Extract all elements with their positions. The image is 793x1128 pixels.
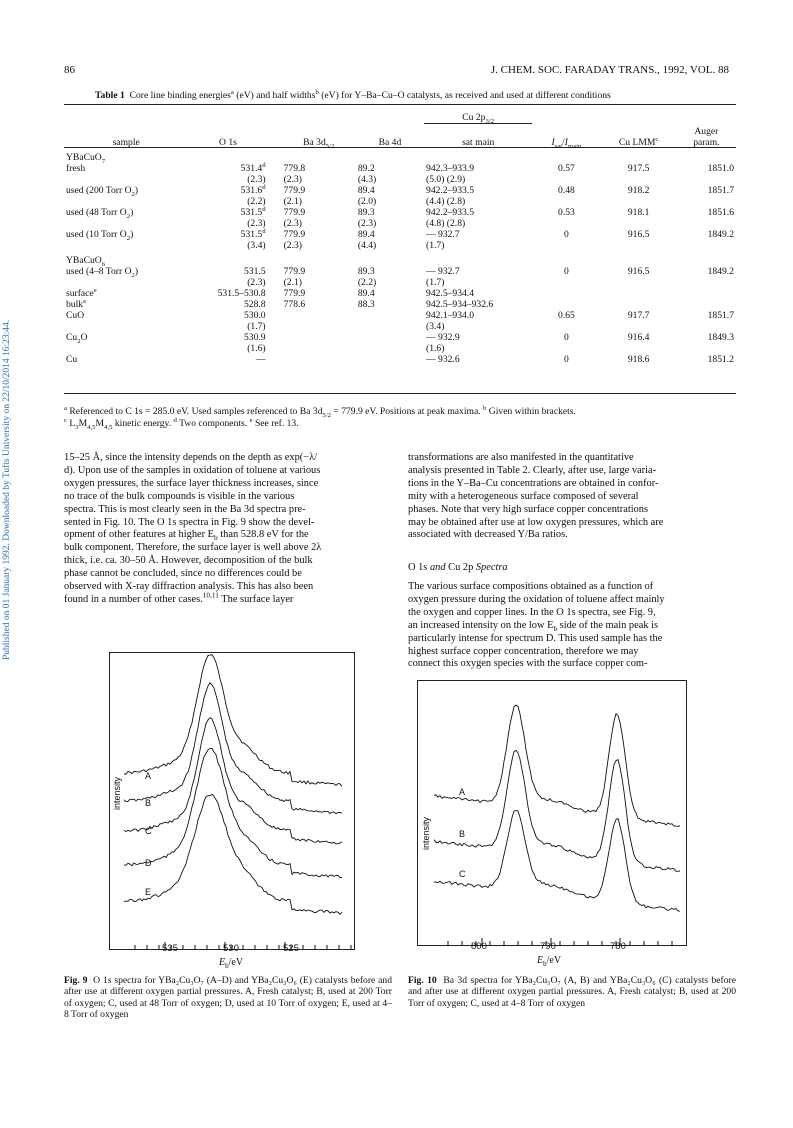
cell-ba3d bbox=[268, 354, 356, 365]
fig9-spectrum-line bbox=[124, 683, 342, 814]
table-row bbox=[64, 207, 736, 218]
cell-ratio bbox=[532, 277, 600, 288]
right-p2-line-3: the oxygen and copper lines. In the O 1s spectra, see Fig. 9, bbox=[408, 606, 656, 618]
cell-ba3d: (2.3) bbox=[283, 217, 302, 229]
left-line-2: d). Upon use of the samples in oxidation of toluene at various bbox=[64, 464, 321, 476]
table-row bbox=[64, 251, 736, 266]
group-row: YBaCuO$_7$ bbox=[66, 151, 106, 165]
cell-sample bbox=[64, 343, 188, 354]
left-line-8: bulk component. Therefore, the surface layer is well above 2λ bbox=[64, 542, 322, 554]
cell-ba3d bbox=[268, 343, 356, 354]
cell-ba3d: 779.8 bbox=[283, 162, 306, 174]
cell-culmm: 916.5 bbox=[627, 228, 650, 240]
cell-o1s: 530.9 bbox=[244, 331, 266, 343]
cell-ba4d bbox=[356, 343, 424, 354]
caption-mid: (eV) and half widths bbox=[233, 90, 316, 101]
fig10-spectra bbox=[418, 681, 686, 945]
cell-o1s: 531.5$^d$ bbox=[240, 205, 266, 218]
right-p2-line-6: highest surface copper concentration, therefore we may bbox=[408, 645, 639, 657]
table-row bbox=[64, 288, 736, 299]
fig9-trace-label-c: C bbox=[145, 826, 152, 836]
cell-o1s: (1.7) bbox=[247, 320, 266, 332]
cell-cu: 942.2–933.5 bbox=[426, 206, 474, 218]
fig10-spectrum-line bbox=[434, 750, 680, 871]
fig10-x-axis-label: $E_b/eV$ bbox=[537, 955, 562, 968]
cell-culmm: 917.5 bbox=[627, 162, 650, 174]
cell-auger bbox=[677, 174, 736, 185]
left-column-text bbox=[64, 452, 390, 607]
left-line-5: spectra. This is most clearly seen in the Ba 3d spectra pre- bbox=[64, 503, 306, 515]
cell-auger bbox=[677, 240, 736, 251]
journal-header: J. CHEM. SOC. FARADAY TRANS., 1992, VOL. 88 bbox=[490, 64, 729, 76]
cell-ratio bbox=[532, 174, 600, 185]
cell-cu: (5.0) (2.9) bbox=[426, 173, 466, 185]
cell-ba3d: 779.9 bbox=[283, 287, 306, 299]
cell-ba4d: (2.2) bbox=[357, 276, 377, 288]
table-row bbox=[64, 332, 736, 343]
fig10-trace-label-c: C bbox=[459, 869, 466, 879]
cell-o1s: — bbox=[256, 353, 266, 365]
cell-o1s: 530.0 bbox=[244, 309, 266, 321]
footnote-line-1: $^a$ Referenced to C 1s = 285.0 eV. Used samples referenced to Ba $3d_{5/2} = 779.9$ eV. Positions at peak maxima. $^b$ Given within brackets. bbox=[64, 404, 576, 419]
table-body bbox=[64, 148, 736, 365]
left-line-12: found in a number of other cases.$^{10,11}$ The surface layer bbox=[64, 591, 294, 605]
cell-auger: 1849.2 bbox=[707, 265, 734, 277]
cell-auger: 1851.7 bbox=[707, 309, 734, 321]
table-row bbox=[64, 266, 736, 277]
cell-ratio bbox=[532, 218, 600, 229]
left-line-3: oxygen pressures, the surface layer thickness increases, since bbox=[64, 477, 319, 489]
right-p2-line-7: connect this oxygen species with the surface copper com- bbox=[408, 658, 648, 670]
cell-culmm bbox=[601, 321, 677, 332]
cell-ratio: 0.57 bbox=[558, 162, 575, 174]
right-line-2: analysis presented in Table 2. Clearly, after use, large varia- bbox=[408, 464, 657, 476]
cell-ba3d: 779.9 bbox=[283, 184, 306, 196]
right-p2-line-4: an increased intensity on the low $E_b$ side of the main peak is bbox=[408, 619, 659, 633]
cell-auger bbox=[677, 343, 736, 354]
cell-ratio: 0 bbox=[564, 353, 569, 365]
cell-o1s: (3.4) bbox=[247, 239, 266, 251]
cell-auger: 1849.3 bbox=[707, 331, 734, 343]
cell-ba4d: 89.4 bbox=[357, 287, 375, 299]
fig10-spectrum-line bbox=[434, 705, 680, 826]
cell-cu: (4.8) (2.8) bbox=[426, 217, 466, 229]
cell-ratio: 0 bbox=[564, 331, 569, 343]
cell-culmm bbox=[601, 343, 677, 354]
cell-auger: 1851.7 bbox=[707, 184, 734, 196]
right-column-paragraph-1 bbox=[408, 452, 734, 542]
fig9-trace-label-d: D bbox=[145, 858, 152, 868]
table-label: Table 1 bbox=[95, 90, 125, 101]
cell-ratio: 0.65 bbox=[558, 309, 575, 321]
cell-ba4d bbox=[356, 354, 424, 365]
fig9-trace-label-e: E bbox=[145, 887, 152, 897]
fig9-tick-530: 530 bbox=[223, 943, 239, 954]
table-row bbox=[64, 354, 736, 365]
cell-culmm bbox=[601, 288, 677, 299]
cell-ba4d: 89.4 bbox=[357, 184, 375, 196]
table-row bbox=[64, 277, 736, 288]
cell-o1s: (2.3) bbox=[247, 173, 266, 185]
left-line-6: sented in Fig. 10. The O 1s spectra in Fig. 9 show the devel- bbox=[64, 516, 315, 528]
cell-ba4d: (2.3) bbox=[357, 217, 377, 229]
table-row bbox=[64, 174, 736, 185]
col-cu-lmm: Cu LMM$^c$ bbox=[618, 135, 659, 148]
table-caption-text: Core line binding energies bbox=[129, 90, 231, 101]
table-row bbox=[64, 321, 736, 332]
cell-cu: — 932.7 bbox=[426, 228, 460, 240]
cell-cu: 942.2–933.5 bbox=[426, 184, 474, 196]
cell-ratio bbox=[532, 240, 600, 251]
fig9-trace-label-b: B bbox=[145, 798, 152, 808]
auger-header-line1: Auger bbox=[694, 125, 719, 137]
table-row bbox=[64, 185, 736, 196]
left-line-11: observed with X-ray diffraction analysis. This has also been bbox=[64, 581, 314, 593]
cell-auger bbox=[677, 321, 736, 332]
cell-cu: 942.3–933.9 bbox=[426, 162, 474, 174]
footnote-line-2: $^c$ $L_3M_{4,5}M_{4,5}$ kinetic energy. $^d$ Two components. $^e$ See ref. 13. bbox=[64, 416, 299, 431]
cell-ba4d: 89.2 bbox=[357, 162, 375, 174]
caption-end: (eV) for Y–Ba–Cu–O catalysts, as received and used at different conditions bbox=[318, 90, 611, 101]
fig9-y-axis-label: intensity bbox=[112, 776, 122, 810]
cell-ba4d bbox=[356, 310, 424, 321]
cell-ba4d: (4.4) bbox=[357, 239, 377, 251]
cell-culmm: 918.6 bbox=[627, 353, 650, 365]
table-row bbox=[64, 343, 736, 354]
cell-o1s: (2.3) bbox=[247, 276, 266, 288]
fig10-tick-790: 790 bbox=[540, 941, 556, 952]
cell-cu: 942.5–934.4 bbox=[426, 287, 474, 299]
cell-cu: (4.4) (2.8) bbox=[426, 195, 466, 207]
cell-ratio: 0 bbox=[564, 228, 569, 240]
cell-sample bbox=[64, 196, 188, 207]
fig10-trace-label-b: B bbox=[459, 829, 466, 839]
table-row bbox=[64, 163, 736, 174]
cell-culmm bbox=[601, 240, 677, 251]
table-bottom-rule bbox=[64, 393, 736, 394]
caption-note-b: b bbox=[315, 88, 319, 96]
fig10-tick-800: 800 bbox=[471, 941, 487, 952]
cell-ba3d: 779.9 bbox=[283, 265, 306, 277]
cell-ba3d: (2.3) bbox=[283, 173, 302, 185]
cell-auger: 1851.0 bbox=[707, 162, 734, 174]
auger-header-line2: param. bbox=[693, 136, 720, 148]
cell-ba4d: 89.3 bbox=[357, 206, 375, 218]
fig10-trace-label-a: A bbox=[459, 787, 466, 797]
cell-ba4d: 88.3 bbox=[357, 298, 375, 310]
cell-sample: used (4–8 Torr $O_2$) bbox=[66, 265, 139, 279]
cell-sample bbox=[64, 277, 188, 288]
cell-ba3d bbox=[268, 310, 356, 321]
cell-ba3d: 779.9 bbox=[283, 228, 306, 240]
cell-auger: 1851.2 bbox=[707, 353, 734, 365]
cell-ba3d bbox=[268, 321, 356, 332]
cell-auger: 1851.6 bbox=[707, 206, 734, 218]
download-watermark: Published on 01 January 1992. Downloaded by Tufts University on 22/10/2014 16:23:44. bbox=[2, 319, 12, 660]
table-caption bbox=[95, 90, 735, 101]
cell-ba3d bbox=[268, 332, 356, 343]
right-line-3: tions in the Y–Ba–Cu concentrations are obtained in confor- bbox=[408, 477, 659, 489]
cell-cu: (3.4) bbox=[426, 320, 445, 332]
cell-ba3d: 779.9 bbox=[283, 206, 306, 218]
cell-ba4d bbox=[356, 332, 424, 343]
cell-cu: (1.7) bbox=[426, 276, 445, 288]
table-row bbox=[64, 240, 736, 251]
cell-sample: used (48 Torr $O_2$) bbox=[66, 206, 134, 220]
left-line-1: 15–25 Å, since the intensity depends on the depth as exp(−λ/ bbox=[64, 452, 318, 463]
table-row bbox=[64, 196, 736, 207]
cell-culmm bbox=[601, 299, 677, 310]
cell-culmm: 916.4 bbox=[627, 331, 650, 343]
cell-sample: bulk$^e$ bbox=[66, 297, 87, 310]
cell-auger bbox=[677, 196, 736, 207]
cell-auger bbox=[677, 277, 736, 288]
cell-o1s: 528.8 bbox=[244, 298, 266, 310]
col-ratio: $I_{sat}/I_{main}$ bbox=[551, 136, 582, 150]
cell-cu: — 932.7 bbox=[426, 265, 460, 277]
fig10-spectrum-line bbox=[434, 811, 680, 912]
left-line-10: phase cannot be concluded, since no differences could be bbox=[64, 568, 302, 580]
binding-energy-table bbox=[64, 112, 736, 365]
fig10-y-axis-label: intensity bbox=[421, 816, 431, 850]
cell-ba4d: 89.3 bbox=[357, 265, 375, 277]
cell-o1s: 531.5 bbox=[244, 265, 266, 277]
cell-o1s: 531.5–530.8 bbox=[217, 287, 266, 299]
cell-ratio bbox=[532, 299, 600, 310]
cell-o1s: 531.4$^d$ bbox=[240, 161, 266, 174]
cell-auger bbox=[677, 218, 736, 229]
cell-culmm bbox=[601, 277, 677, 288]
cell-o1s: 531.5$^d$ bbox=[240, 227, 266, 240]
cell-culmm bbox=[601, 196, 677, 207]
table-footnotes bbox=[64, 406, 736, 430]
cell-ba3d: (2.1) bbox=[283, 195, 302, 207]
cell-o1s: (2.3) bbox=[247, 217, 266, 229]
left-line-7: opment of other features at higher $E_b$ than 528.8 eV for the bbox=[64, 529, 309, 543]
page-number: 86 bbox=[64, 64, 75, 76]
right-p2-line-2: oxygen pressure during the oxidation of toluene affect mainly bbox=[408, 593, 665, 605]
cell-ba3d: 778.6 bbox=[283, 298, 306, 310]
right-line-4: mity with a heterogeneous surface composed of several bbox=[408, 490, 639, 502]
cell-cu: (1.7) bbox=[426, 239, 445, 251]
cell-culmm: 917.7 bbox=[627, 309, 650, 321]
cell-sample: $Cu_2O$ bbox=[66, 331, 88, 345]
cell-ratio bbox=[532, 288, 600, 299]
cell-sample: CuO bbox=[66, 309, 85, 321]
caption-note-a: a bbox=[230, 88, 234, 96]
col-sat-main: sat main bbox=[462, 136, 495, 148]
cell-ba4d bbox=[356, 321, 424, 332]
col-sample: sample bbox=[112, 136, 140, 148]
cell-o1s: (1.6) bbox=[247, 342, 266, 354]
cell-sample bbox=[64, 174, 188, 185]
cell-ratio: 0 bbox=[564, 265, 569, 277]
cell-sample: used (10 Torr $O_2$) bbox=[66, 228, 134, 242]
table-row bbox=[64, 299, 736, 310]
table-row bbox=[64, 310, 736, 321]
cell-ratio bbox=[532, 321, 600, 332]
fig9-spectrum-line bbox=[124, 655, 342, 787]
fig9-caption: Fig. 9 O 1s spectra for YBa₂Cu₃O₇ (A–D) and YBa₂Cu₃O₆ (E) catalysts before and after use at different oxygen partial pressures. A, Fresh catalyst; B, used at 200 Torr of oxygen; C, used at 48 Torr of oxygen; D, used at 10 Torr of oxygen; E, used at 4–8 Torr of oxygen bbox=[64, 975, 393, 1021]
cell-ratio bbox=[532, 196, 600, 207]
fig9-x-axis-label: $E_b/eV$ bbox=[219, 957, 244, 970]
cell-sample: surface$^e$ bbox=[66, 286, 97, 299]
cell-auger bbox=[677, 288, 736, 299]
cell-o1s: (2.2) bbox=[247, 195, 266, 207]
cell-ba3d: (2.1) bbox=[283, 276, 302, 288]
cell-ba4d: 89.4 bbox=[357, 228, 375, 240]
cell-ratio bbox=[532, 343, 600, 354]
table-header bbox=[64, 112, 736, 148]
right-line-1: transformations are also manifested in the quantitative bbox=[408, 452, 634, 463]
right-p2-line-5: particularly intense for spectrum D. This used sample has the bbox=[408, 632, 663, 644]
col-o1s: O 1s bbox=[219, 136, 237, 148]
fig9-spectrum-line bbox=[124, 718, 342, 844]
table-row bbox=[64, 218, 736, 229]
fig9-spectrum-line bbox=[124, 749, 342, 878]
cell-cu: 942.5–934–932.6 bbox=[426, 298, 494, 310]
cell-cu: 942.1–934.0 bbox=[426, 309, 474, 321]
cell-ratio: 0.53 bbox=[558, 206, 575, 218]
cell-ba4d: (4.3) bbox=[357, 173, 377, 185]
cell-auger bbox=[677, 299, 736, 310]
fig10-plot-frame bbox=[417, 680, 687, 946]
cell-ba3d: (2.3) bbox=[283, 239, 302, 251]
cell-cu: — 932.6 bbox=[426, 353, 460, 365]
fig10-caption: Fig. 10 Ba 3d spectra for YBa₂Cu₃O₇ (A, B) and YBa₂Cu₃O₆ (C) catalysts before and after use at different oxygen partial pressures. A, Fresh catalyst; B, used at 200 Torr of oxygen; C, used at 4–8 Torr of oxygen bbox=[408, 975, 736, 1009]
cell-sample bbox=[64, 321, 188, 332]
right-line-6: may be obtained after use at low oxygen pressures, which are bbox=[408, 516, 664, 528]
left-line-4: no trace of the bulk compounds is visible in the various bbox=[64, 490, 295, 502]
col-ba4d: Ba 4d bbox=[378, 136, 402, 148]
cell-o1s: 531.6$^d$ bbox=[240, 183, 266, 196]
cell-culmm: 918.1 bbox=[627, 206, 650, 218]
fig9-tick-525: 525 bbox=[283, 943, 299, 954]
fig9-trace-label-a: A bbox=[145, 771, 152, 781]
col-ba3d: Ba $3d_{5/2}$ bbox=[303, 136, 335, 150]
cell-ratio: 0.48 bbox=[558, 184, 575, 196]
cu2p-group-header: Cu $2p_{3/2}$ bbox=[462, 112, 495, 125]
cell-culmm: 918.2 bbox=[627, 184, 650, 196]
right-line-5: phases. Note that very high surface copper concentrations bbox=[408, 503, 649, 515]
cell-culmm bbox=[601, 218, 677, 229]
cell-sample: used (200 Torr $O_2$) bbox=[66, 184, 139, 198]
left-line-9: thick, i.e. ca. 30–50 Å. However, decomposition of the bulk bbox=[64, 555, 313, 567]
table-row bbox=[64, 229, 736, 240]
cell-culmm bbox=[601, 174, 677, 185]
cell-auger: 1849.2 bbox=[707, 228, 734, 240]
right-p2-line-1: The various surface compositions obtained as a function of bbox=[408, 581, 654, 592]
right-line-7: associated with decreased Y/Ba ratios. bbox=[408, 529, 568, 541]
cell-culmm: 916.5 bbox=[627, 265, 650, 277]
cell-cu: — 932.9 bbox=[426, 331, 460, 343]
group-label: YBaCuO$_6$ bbox=[66, 254, 106, 268]
cell-cu: (1.6) bbox=[426, 342, 445, 354]
right-column-paragraph-2 bbox=[408, 581, 734, 671]
table-top-rule bbox=[64, 104, 736, 105]
fig10-tick-780: 780 bbox=[610, 941, 626, 952]
cell-sample: fresh bbox=[66, 162, 86, 174]
cell-sample: Cu bbox=[66, 353, 78, 365]
cell-ba4d: (2.0) bbox=[357, 195, 377, 207]
section-heading: O 1s and Cu 2p Spectra bbox=[408, 562, 508, 573]
fig9-tick-535: 535 bbox=[162, 943, 178, 954]
